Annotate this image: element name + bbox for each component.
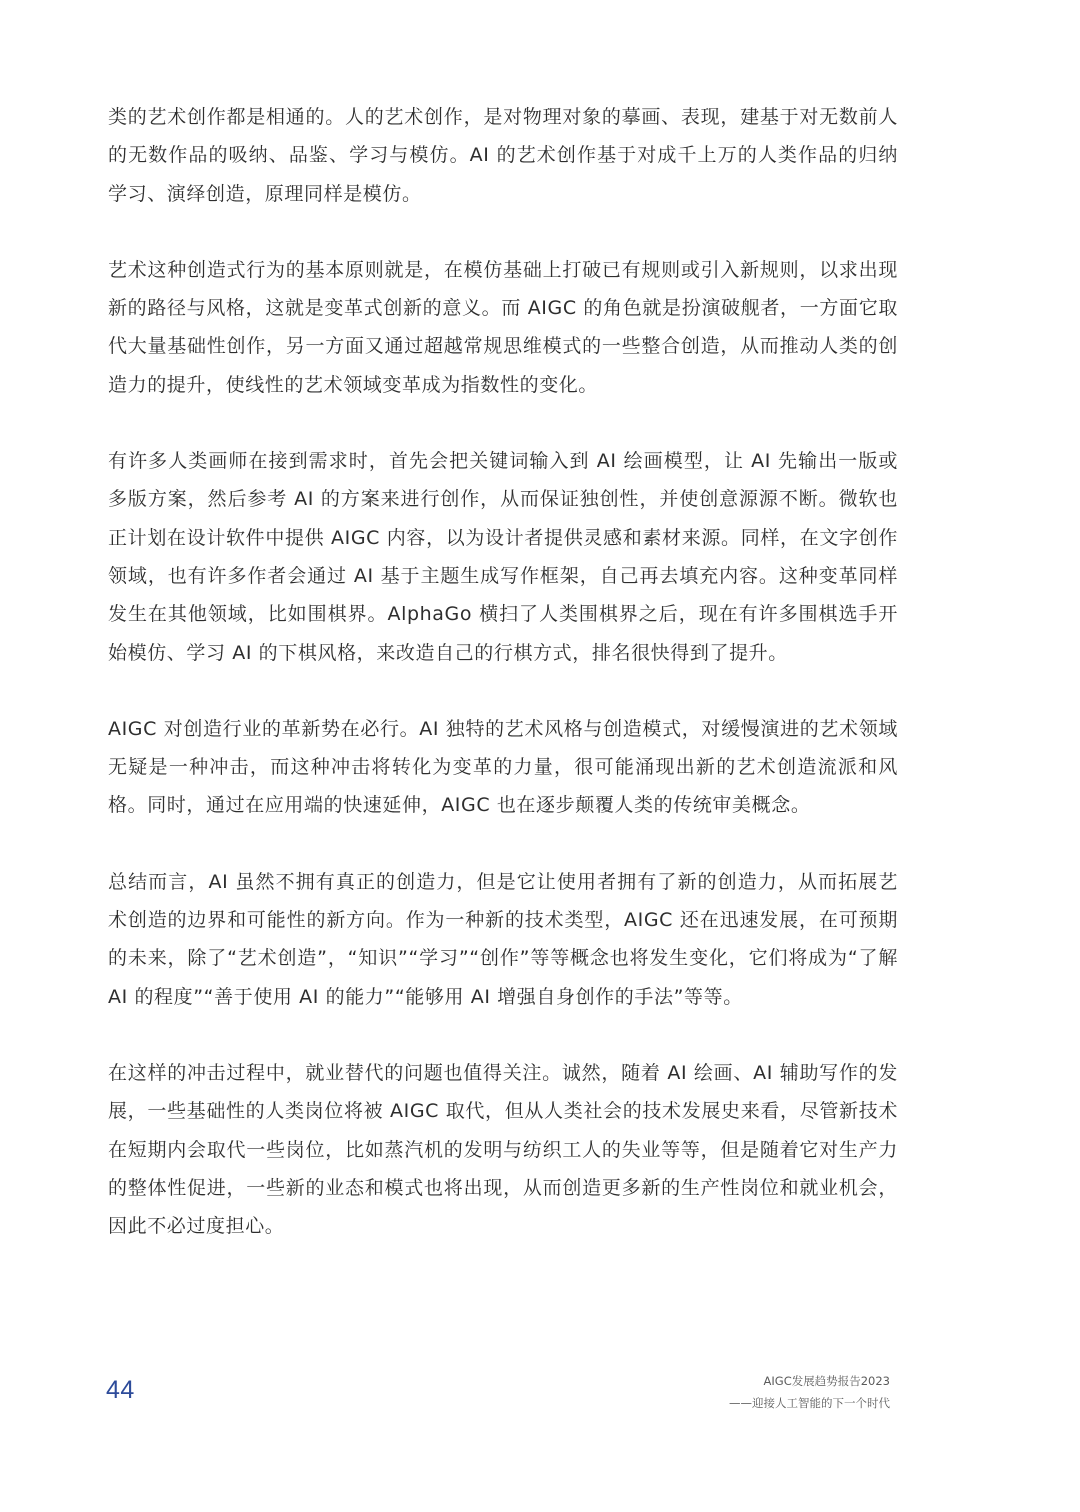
report-subtitle: ——迎接人工智能的下一个时代 bbox=[729, 1396, 890, 1410]
paragraph-5: 总结而言，AI 虽然不拥有真正的创造力，但是它让使用者拥有了新的创造力，从而拓展艺术创造的边界和可能性的新方向。作为一种新的技术类型，AIGC 还在迅速发展，在可预期的未来，除了“艺术创造”，“知识”“学习”“创作”等等概念也将发生变化，它们将成为“了解 AI 的程度”“善于使用 AI 的能力”“能够用 AI 增强自身创作的手法”等等。 bbox=[108, 870, 898, 1008]
paragraph-3: 有许多人类画师在接到需求时，首先会把关键词输入到 AI 绘画模型，让 AI 先输出一版或多版方案，然后参考 AI 的方案来进行创作，从而保证独创性，并使创意源源不断。微软也正计划在设计软件中提供 AIGC 内容，以为设计者提供灵感和素材来源。同样，在文字创作领域，也有许多作者会通过 AI 基于主题生成写作框架，自己再去填充内容。这种变革同样发生在其他领域，比如围棋界。AlphaGo 横扫了人类围棋界之后，现在有许多围棋选手开始模仿、学习 AI 的下棋风格，来改造自己的行棋方式，排名很快得到了提升。 bbox=[108, 450, 898, 664]
paragraph-2: 艺术这种创造式行为的基本原则就是，在模仿基础上打破已有规则或引入新规则，以求出现新的路径与风格，这就是变革式创新的意义。而 AIGC 的角色就是扮演破舰者，一方面它取代大量基础性创作，另一方面又通过超越常规思维模式的一些整合创造，从而推动人类的创造力的提升，使线性的艺术领域变革成为指数性的变化。 bbox=[108, 258, 898, 396]
paragraph-4: AIGC 对创造行业的革新势在必行。AI 独特的艺术风格与创造模式，对缓慢演进的艺术领域无疑是一种冲击，而这种冲击将转化为变革的力量，很可能涌现出新的艺术创造流派和风格。同时，通过在应用端的快速延伸，AIGC 也在逐步颠覆人类的传统审美概念。 bbox=[108, 717, 898, 817]
report-title-block bbox=[729, 1370, 890, 1414]
report-title: AIGC发展趋势报告2023 bbox=[763, 1374, 890, 1388]
body-text bbox=[108, 98, 898, 1283]
paragraph-6: 在这样的冲击过程中，就业替代的问题也值得关注。诚然，随着 AI 绘画、AI 辅助写作的发展，一些基础性的人类岗位将被 AIGC 取代，但从人类社会的技术发展史来看，尽管新技术在短期内会取代一些岗位，比如蒸汽机的发明与纺织工人的失业等等，但是随着它对生产力的整体性促进，一些新的业态和模式也将出现，从而创造更多新的生产性岗位和就业机会，因此不必过度担心。 bbox=[108, 1061, 898, 1238]
page-number: 44 bbox=[106, 1376, 135, 1404]
paragraph-1: 类的艺术创作都是相通的。人的艺术创作，是对物理对象的摹画、表现，建基于对无数前人的无数作品的吸纳、品鉴、学习与模仿。AI 的艺术创作基于对成千上万的人类作品的归纳学习、演绎创造，原理同样是模仿。 bbox=[108, 106, 898, 205]
